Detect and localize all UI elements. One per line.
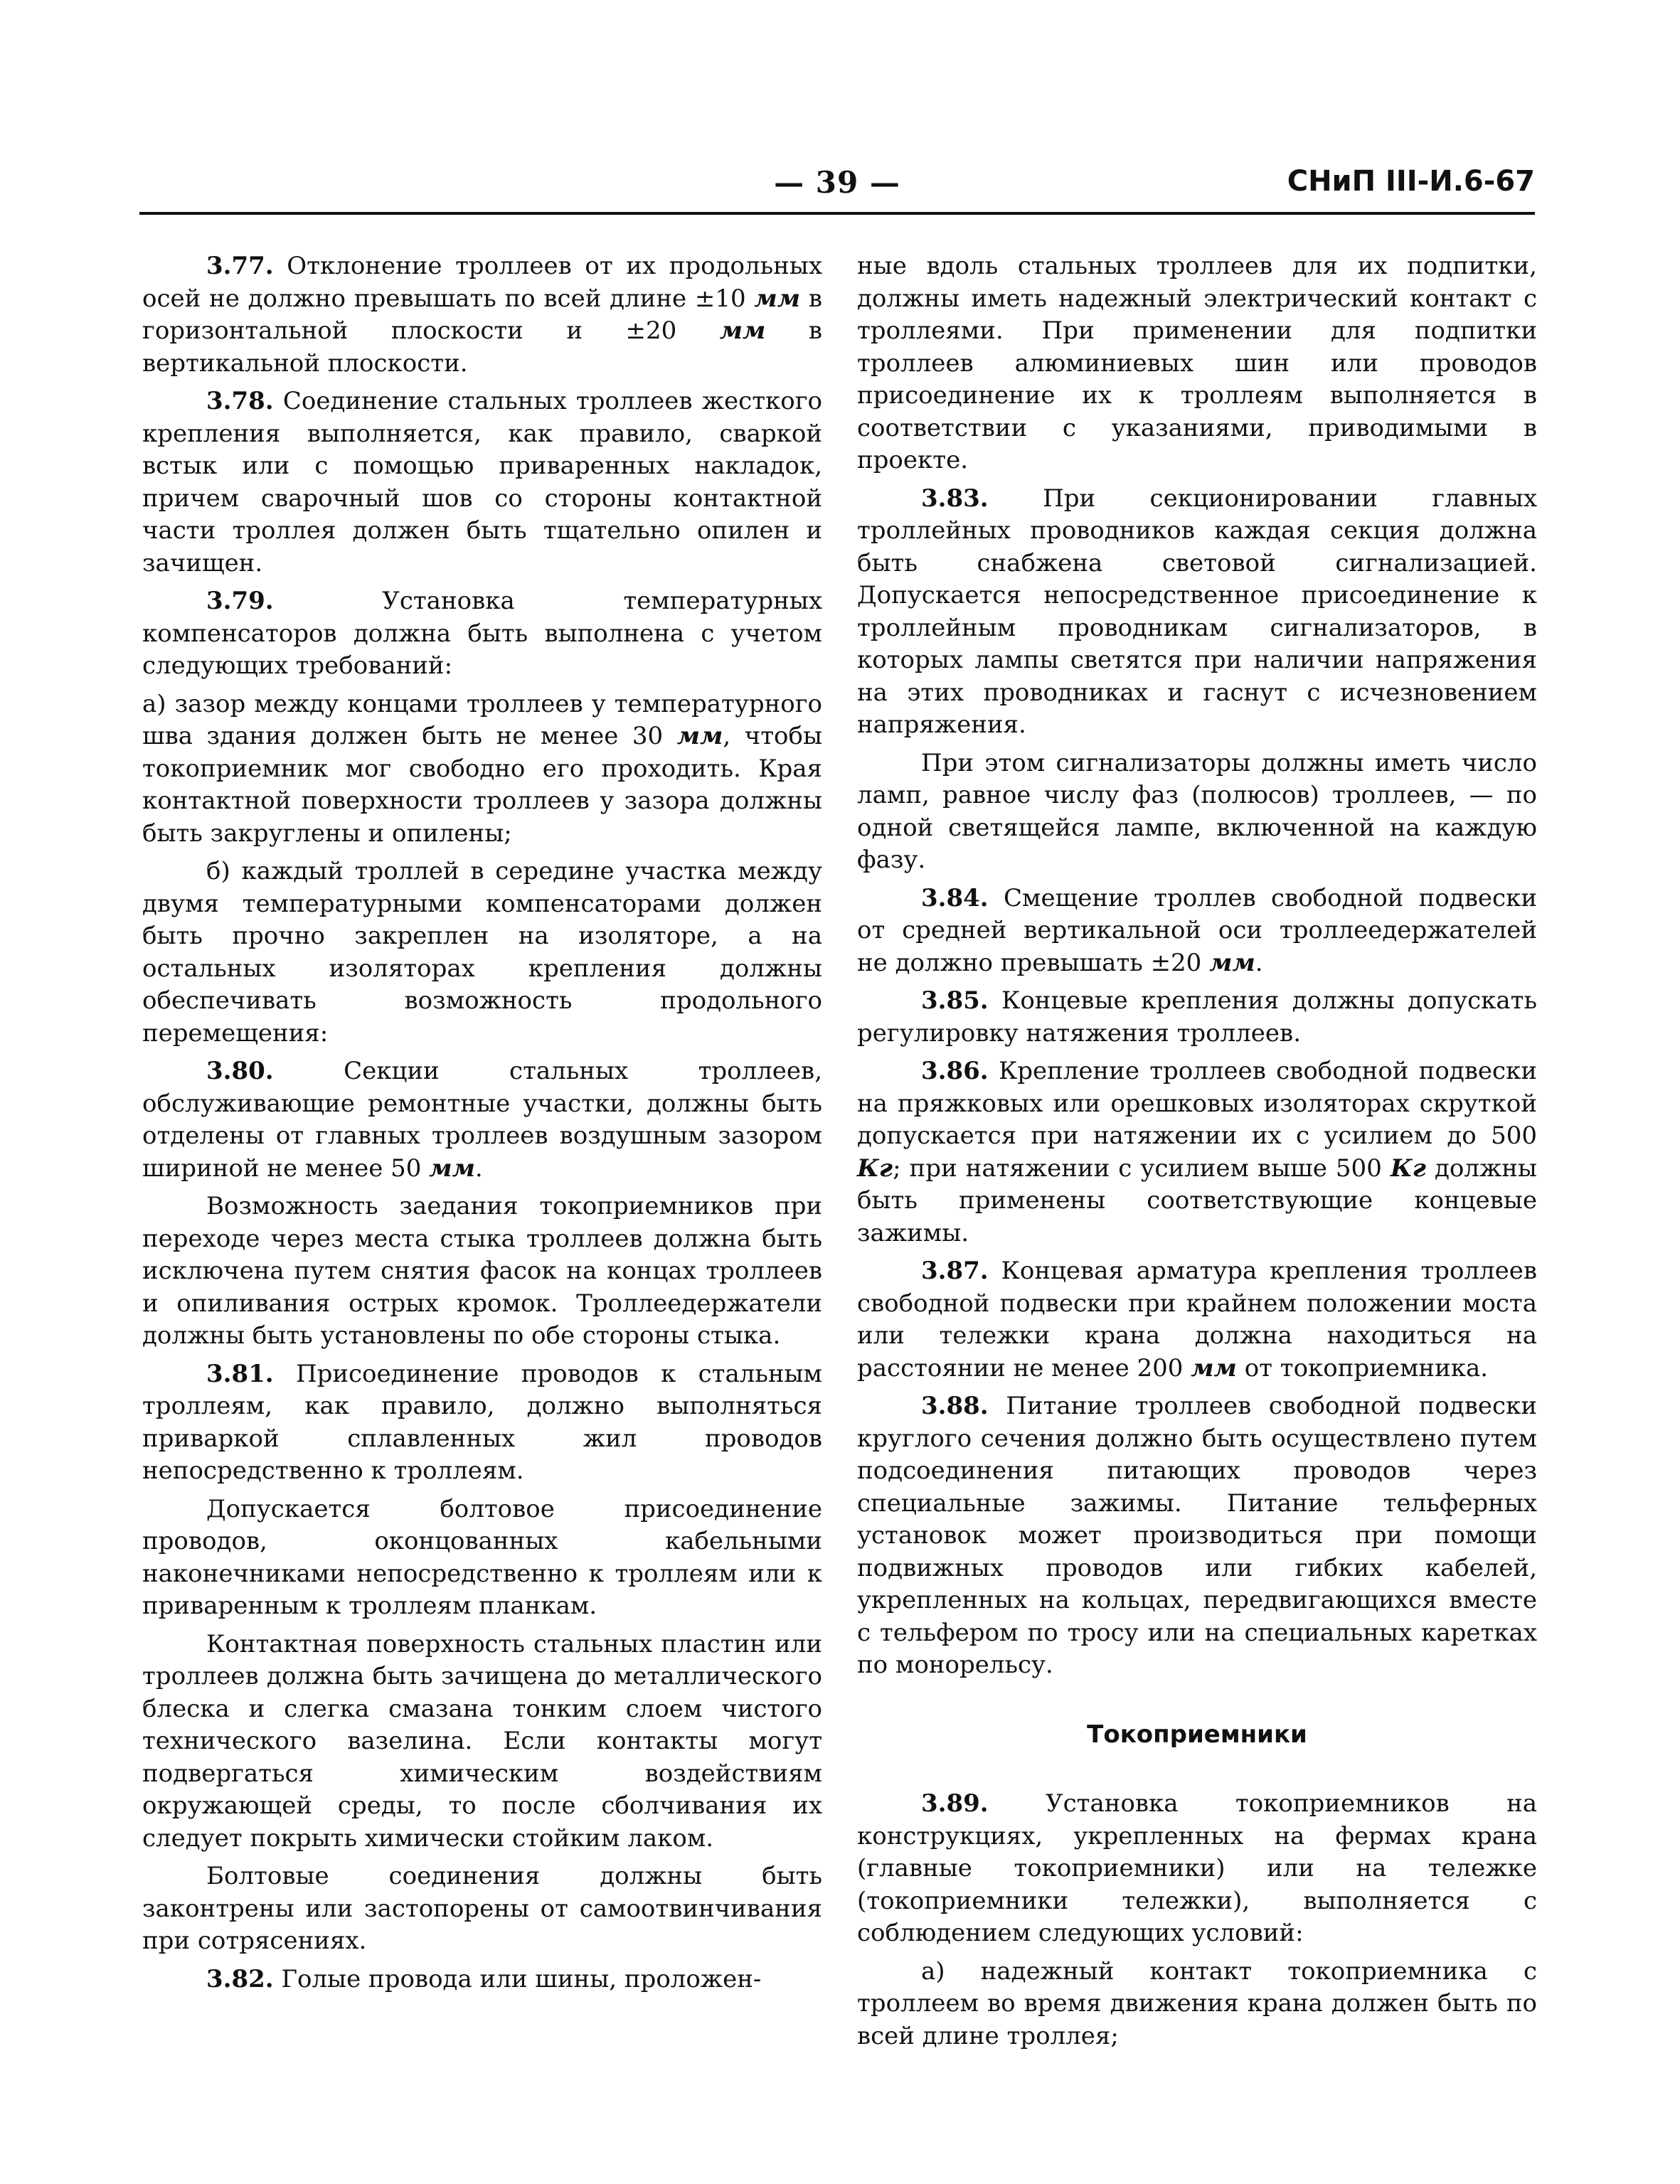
clause-text: Присоединение проводов к стальным троллеям, как правило, должно выполняться приваркой сплавленных жил проводов непосредственно к троллеям. [142,1359,822,1485]
clause-3-82 [142,1964,822,1996]
clause-3-89 [857,1788,1537,1950]
clause-text: . [474,1154,483,1183]
clause-3-85 [857,985,1537,1050]
clause-text: Установка токоприемников на конструкциях, укрепленных на фермах крана (главные токоприемники) или на тележке (токоприемники тележки), выполняется с соблюдением следующих условий: [857,1789,1538,1947]
unit-mm: мм [1209,948,1255,977]
clause-text: а) зазор между концами троллеев у температурного шва здания должен быть не менее 30 [142,689,822,750]
clause-text: ; при натяжении с усилием выше 500 [893,1154,1382,1183]
clause-text: в горизонтальной плоскости и ±20 [142,284,823,345]
page-number: — 39 — [774,165,900,200]
clause-number: 3.84. [921,883,989,912]
clause-3-78 [142,385,822,580]
clause-text: При секционировании главных троллейных проводников каждая секция должна быть снабжена световой сигнализацией. Допускается непосредственное присоединение к троллейным проводникам сигнализаторов, в которых лампы светятся при наличии напряжения на этих проводниках и гаснут с исчезновением напряжения. [857,484,1538,739]
clause-3-81-paragraph: Болтовые соединения должны быть законтрены или застопорены от самоотвинчивания при сотрясениях. [142,1862,822,1955]
clause-3-88 [857,1390,1537,1682]
clause-number: 3.82. [206,1964,274,1993]
header-rule [139,212,1535,215]
clause-number: 3.89. [921,1789,989,1818]
unit-kg: Кг [857,1154,893,1183]
clause-3-89-item-a: а) надежный контакт токоприемника с троллеем во время движения крана должен быть по всей длине троллея; [857,1956,1537,2050]
clause-number: 3.86. [921,1057,989,1085]
clause-3-81-paragraph: Допускается болтовое присоединение проводов, оконцованных кабельными наконечниками непосредственно к троллеям или к приваренным к троллеям планкам. [142,1494,822,1620]
clause-number: 3.83. [921,484,989,513]
clause-3-83-paragraph: При этом сигнализаторы должны иметь число ламп, равное числу фаз (полюсов) троллеев, — по одной светящейся лампе, включенной на каждую фазу. [857,748,1537,874]
clause-number: 3.88. [921,1392,989,1420]
clause-3-87 [857,1255,1537,1385]
clause-3-82-continued: ные вдоль стальных троллеев для их подпитки, должны иметь надежный электрический контакт с троллеями. При применении для подпитки троллеев алюминиевых шин или проводов присоединение их к троллеям выполняется в соответствии с указаниями, приводимыми в проекте. [857,252,1537,474]
unit-mm: мм [754,284,801,313]
right-column [857,250,1537,2058]
clause-3-79-item-b: б) каждый троллей в середине участка между двумя температурными компенсаторами должен быть прочно закреплен на изоляторе, а на остальных изоляторах крепления должны обеспечивать возможность продольного перемещения: [142,857,822,1048]
clause-text: . [1255,948,1263,977]
document-code: СНиП III-И.6-67 [1287,165,1535,198]
clause-number: 3.78. [206,387,274,415]
page-header [139,165,1535,215]
clause-number: 3.81. [206,1359,274,1388]
unit-mm: мм [1191,1353,1237,1383]
clause-text: Соединение стальных троллеев жесткого крепления выполняется, как правило, сваркой встык или с помощью приваренных накладок, причем сварочный шов со стороны контактной части троллея должен быть тщательно опилен и зачищен. [142,387,822,577]
clause-text: , чтобы токоприемник мог свободно его проходить. Края контактной поверхности троллеев у зазора должны быть закруглены и опилены; [142,722,823,848]
clause-3-86 [857,1055,1537,1250]
clause-number: 3.80. [206,1057,274,1085]
left-column [142,250,822,2001]
clause-number: 3.87. [921,1257,989,1285]
clause-number: 3.85. [921,986,989,1015]
clause-text: от токоприемника. [1244,1353,1489,1383]
clause-text: Концевая арматура крепления троллеев свободной подвески при крайнем положении моста или тележки крана должна находиться на расстоянии не менее 200 [857,1257,1537,1383]
clause-text: Питание троллеев свободной подвески круглого сечения должно быть осуществлено путем подсоединения питающих проводов через специальные зажимы. Питание тельферных установок может производиться при помощи подвижных проводов или гибких кабелей, укрепленных на кольцах, передвигающихся вместе с тельфером по тросу или на специальных каретках по монорельсу. [857,1392,1538,1679]
clause-3-79 [142,585,822,683]
clause-3-81-paragraph: Контактная поверхность стальных пластин или троллеев должна быть зачищена до металлического блеска и слегка смазана тонким слоем чистого технического вазелина. Если контакты могут подвергаться химическим воздействиям окружающей среды, то после сболчивания их следует покрыть химически стойким лаком. [142,1629,822,1853]
clause-text: Концевые крепления должны допускать регулировку натяжения троллеев. [857,986,1538,1048]
clause-text: должны быть применены соответствующие концевые зажимы. [857,1154,1537,1247]
clause-text: Голые провода или шины, проложен- [281,1964,762,1993]
clause-3-81 [142,1358,822,1488]
unit-mm: мм [719,316,766,345]
clause-3-80-paragraph: Возможность заедания токоприемников при переходе через места стыка троллеев должна быть исключена путем снятия фасок на концах троллеев и опиливания острых кромок. Троллеедержатели должны быть установлены по обе стороны стыка. [142,1192,822,1350]
clause-text: Установка температурных компенсаторов должна быть выполнена с учетом следующих требований: [142,587,822,680]
clause-3-80 [142,1055,822,1185]
unit-kg: Кг [1390,1154,1426,1183]
clause-text: Смещение троллев свободной подвески от средней вертикальной оси троллеедержателей не должно превышать ±20 [857,883,1537,977]
unit-mm: мм [676,722,723,750]
clause-3-84 [857,883,1537,980]
clause-3-77 [142,250,822,380]
clause-text: в вертикальной плоскости. [142,316,822,378]
section-heading: Токоприемники [1087,1720,1307,1749]
clause-3-79-item-a [142,688,822,851]
clause-3-83 [857,483,1537,742]
unit-mm: мм [429,1154,475,1183]
clause-text: Отклонение троллеев от их продольных осей не должно превышать по всей длине ±10 [142,252,822,313]
clause-text: Крепление троллеев свободной подвески на пряжковых или орешковых изоляторах скруткой допускается при натяжении их с усилием до 500 [857,1057,1538,1150]
clause-text: Секции стальных троллеев, обслуживающие ремонтные участки, должны быть отделены от главных троллеев воздушным зазором шириной не менее 50 [142,1057,822,1183]
clause-number: 3.77. [206,252,274,280]
clause-number: 3.79. [206,587,274,615]
